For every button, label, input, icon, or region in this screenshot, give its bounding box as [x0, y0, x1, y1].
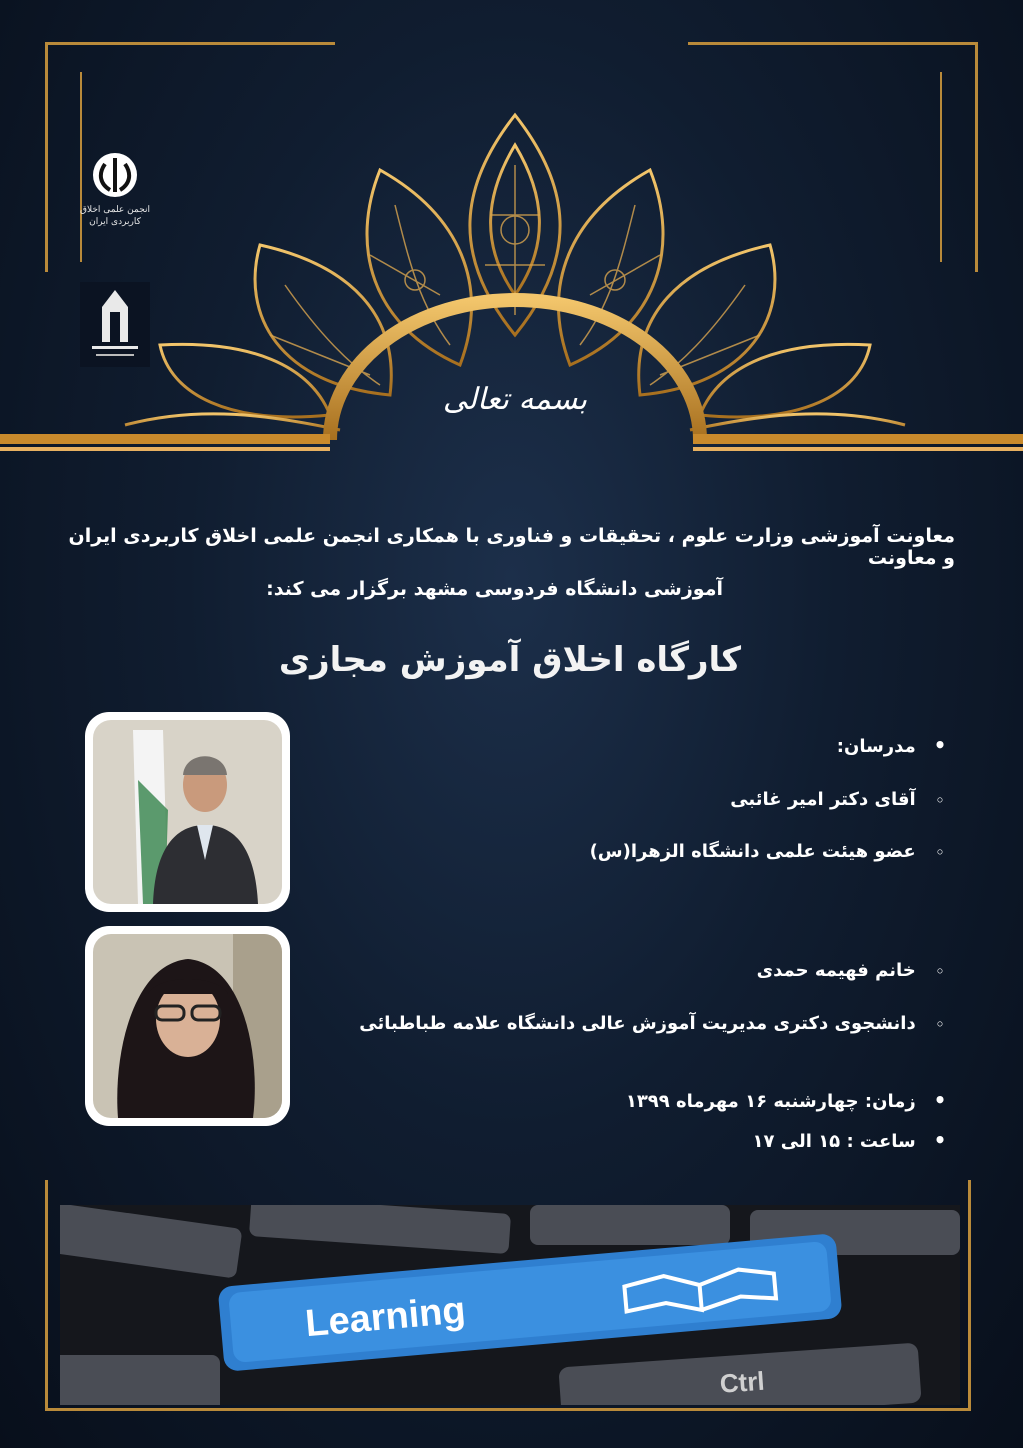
workshop-title: کارگاه اخلاق آموزش مجازی: [278, 640, 742, 680]
instructor-photo-2: [85, 926, 290, 1126]
left-frame-line: [45, 42, 48, 272]
instructor-2-name-row: [757, 960, 958, 981]
bullet-icon: •: [933, 1128, 947, 1152]
inner-right-frame-line: [940, 72, 942, 262]
university-logo: [70, 282, 160, 367]
right-frame-line: [975, 42, 978, 272]
bullet-icon: •: [933, 1088, 947, 1112]
schedule-date: زمان: چهارشنبه ۱۶ مهرماه ۱۳۹۹: [625, 1091, 916, 1112]
bullet-icon: ◦: [935, 845, 945, 861]
bullet-icon: ◦: [935, 1017, 945, 1033]
ministry-logo: [70, 150, 160, 228]
bottom-frame-line: [45, 1408, 971, 1411]
bismillah-text: بسمه تعالی: [442, 382, 588, 417]
schedule-time-row: [753, 1128, 958, 1152]
schedule-time: ساعت : ۱۵ الی ۱۷: [752, 1131, 916, 1152]
instructor-1-name-row: [730, 789, 958, 810]
schedule-date-row: [626, 1088, 958, 1112]
instructor-2-role: دانشجوی دکتری مدیریت آموزش عالی دانشگاه علامه طباطبائی: [359, 1013, 916, 1034]
instructor-1-name: آقای دکتر امیر غائبی: [730, 789, 916, 810]
learning-key-label: Learning: [303, 1289, 468, 1346]
top-left-frame-line: [45, 42, 335, 45]
bullet-icon: •: [933, 733, 947, 757]
gold-divider-band: [0, 430, 1023, 464]
instructors-heading: مدرسان:: [836, 736, 916, 757]
instructor-2-name: خانم فهیمه حمدی: [756, 960, 916, 981]
ferdowsi-university-emblem-icon: [80, 282, 150, 367]
bullet-icon: ◦: [935, 793, 945, 809]
learning-keyboard-image: [60, 1205, 960, 1405]
bullet-icon: ◦: [935, 964, 945, 980]
instructors-heading-row: [837, 733, 958, 757]
bottom-right-frame-line: [968, 1180, 971, 1410]
woman-portrait-icon: [93, 934, 282, 1118]
instructor-1-role-row: [590, 841, 958, 862]
instructor-1-role: عضو هیئت علمی دانشگاه الزهرا(س): [589, 841, 916, 862]
ctrl-key-label: Ctrl: [718, 1365, 766, 1399]
iran-emblem-icon: [90, 150, 140, 200]
top-right-frame-line: [688, 42, 978, 45]
bottom-left-frame-line: [45, 1180, 48, 1410]
instructor-photo-1: [85, 712, 290, 912]
society-logo-label: انجمن علمی اخلاق کاربردی ایران: [79, 205, 151, 227]
man-portrait-icon: [93, 720, 282, 904]
intro-line-2: آموزشی دانشگاه فردوسی مشهد برگزار می کند:: [266, 578, 723, 600]
instructor-2-role-row: [359, 1013, 958, 1034]
intro-line-1: معاونت آموزشی وزارت علوم ، تحقیقات و فناوری با همکاری انجمن علمی اخلاق کاربردی ایران و معاونت: [68, 525, 955, 569]
